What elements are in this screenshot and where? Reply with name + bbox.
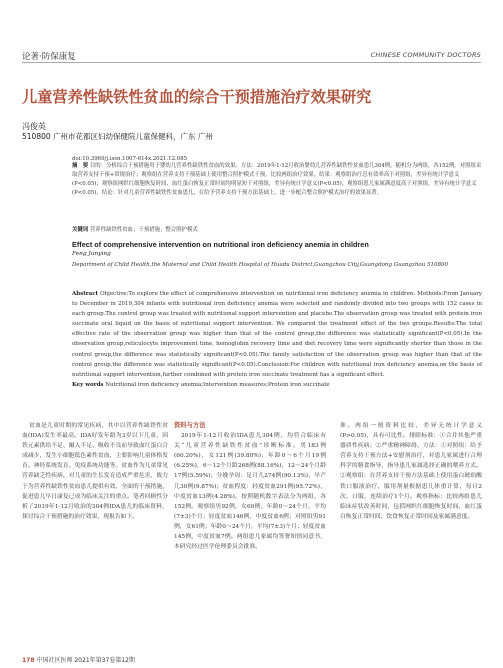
keywords-cn-label: 关键词 [72, 227, 89, 233]
author: 冯俊英 [22, 122, 46, 131]
title-en: Effect of comprehensive intervention on nutritional iron deficiency anemia in children [72, 240, 369, 249]
keywords-en-label: Key words [72, 381, 104, 388]
section-header: 论著·防保康复 [22, 52, 76, 62]
body-column-1: 贫血是儿童时期的常见疾病，其中以营养性缺铁性贫血(IDA)发生率最高。IDA好发年龄为3岁以下儿童，因铁元素供给不足、摄入不足、吸收不良而导致血红蛋白合成减少，发生小细胞低色素性贫血，主要影响儿童体格发育、神经系统发育、免疫系统功能等。贫血作为儿童常见营养缺乏性疾病，对儿童的生长发育造成严重危害，致力于为营养性缺铁性贫血患儿提供有效、全面的干预措施，促进患儿早日康复已成为临床关注的重点。笔者回顾性分析了2019年1-12月收治的304例IDA患儿的临床资料，探讨综合干预措施的治疗效果，现报告如下。 [22, 423, 168, 520]
keywords-cn-text: 营养性缺铁性贫血；干预措施；整合照护模式 [89, 227, 198, 233]
abstract-en-label: Abstract [72, 291, 99, 297]
page-number: 178 [22, 657, 35, 664]
affiliation-en: Department of Child Health,the Maternal and Child Health Hospital of Huadu District,Guangzhou City,Guangdong Guangzhou 510800 [72, 262, 449, 268]
journal-issue: 中国社区医师 2021年第37卷第12期 [36, 657, 135, 664]
author-en: Feng Junying [72, 251, 111, 257]
keywords-en-text: Nutritional iron deficiency anemia;Intervention measures;Protein iron succinate [105, 381, 330, 388]
doi: doi:10.3969/j.issn.1007-614x.2021.12.085 [72, 156, 188, 162]
section-heading: 资料与方法 [174, 422, 206, 429]
body-column-2 [174, 421, 326, 552]
abstract-cn-label: 摘 要 [72, 163, 89, 169]
abstract-cn [72, 162, 482, 198]
body-column-3: 准。两组一般资料比较，差异无统计学意义(P>0.05)，具有可比性。排除标准：①合并其他严重器质性疾病；②严重精神障碍。方法：①对照组：给予营养支持干预方法+安慰剂治疗，对患儿家属进行合理科学的膳食指导，指导患儿家属选择正确的喂养方式。②观察组：在营养支持干预方法基础上使用蛋白琥珀酸铁口服液治疗，服用剂量根据患儿体重计算，每日2次，口服，连续治疗1个月。观察指标：比较两组患儿临床症状改善时间，包括网织红细胞恢复时间、血红蛋白恢复正常时间、饮食恢复正常时间及家属满意度。 [340, 423, 482, 520]
abstract-en [72, 289, 482, 390]
journal-header: CHINESE COMMUNITY DOCTORS [370, 51, 481, 59]
abstract-en-text: Objective:To explore the effect of comprehensive intervention on nutritional iron deficiency anemia in children. Methods:From January to December in 2019,304 infants with nutritional iron deficiency anemia were selected and randomly divided into two groups with 152 cases in each group.The control group was treated with nutritional support intervention and placebo.The observation group was treated with protein iron succinate oral liquid on the basis of nutritional support intervention. We compared the treatment effect of the two groups.Results:The total effective rate of the observation group was higher than that of the control group,the difference was statistically significant(P<0.05).In the observation group,reticulocyte improvement time, hemoglobin recovery time and diet recovery time were significantly shorter than those in the control group,the difference was statistically significant(P<0.05).The family satisfaction of the observation group was higher than that of the control group,the difference was statistically significant(P<0.05).Conclusion:For children with nutritional iron deficiency anemia,on the basis of nutritional support intervention,further combined with protein iron succinate treatment has a significant effect. [72, 291, 482, 378]
page-footer [22, 655, 135, 664]
article-title: 儿童营养性缺铁性贫血的综合干预措施治疗效果研究 [22, 88, 372, 106]
header-divider [22, 62, 481, 63]
abstract-cn-text: 目的：分析综合干预措施用于婴幼儿营养性缺铁性贫血的效果。方法：2019年1-12月收治婴幼儿营养性缺铁性贫血患儿304例，随机分为两组，各152例。对照组采取营养支持干预+常规治疗；观察组在营养支持干预基础上使用整合照护模式干预，比较两组治疗效果。结果：观察组治疗总有效率高于对照组，差异有统计学意义(P<0.05)；观察组网织红细胞恢复时间、血红蛋白恢复正常时间均明显短于对照组，差异有统计学意义(P<0.05)；观察组患儿家属满意度高于对照组，差异有统计学意义(P<0.05)。结论：针对儿童营养性缺铁性贫血患儿，在给予营养支持干预方法基础上，进一步配合整合照护模式治疗的效果显著。 [72, 163, 482, 196]
affiliation: 510800 广州市花都区妇幼保健院儿童保健科，广东 广州 [22, 132, 213, 141]
methods-text: 2019年1-12月收治IDA患儿304例，均符合临床有关“儿童营养性缺铁性贫血”诊断标准。男183例(60.20%)，女121例(39.80%)；年龄0～6个月19例(6.25%)，6～12个月龄268例(88.16%)，12～24个月龄17例(5.59%)；分娩孕周：足月儿274例(90.13%)，早产儿30例(9.87%)；贫血程度：轻度贫血291例(95.72%)，中度贫血13例(4.28%)。按照随机数字表法分为两组，各152例。观察组男92例，女60例；年龄0～24个月，平均(7±3)个月；轻度贫血146例，中度贫血6例；对照组男91例，女61例；年龄0～24个月，平均(7±3)个月；轻度贫血145例，中度贫血7例。两组患儿家属均签署知情同意书，本研究经过医学伦理委员会批准。 [174, 433, 326, 551]
keywords-cn [72, 226, 482, 235]
